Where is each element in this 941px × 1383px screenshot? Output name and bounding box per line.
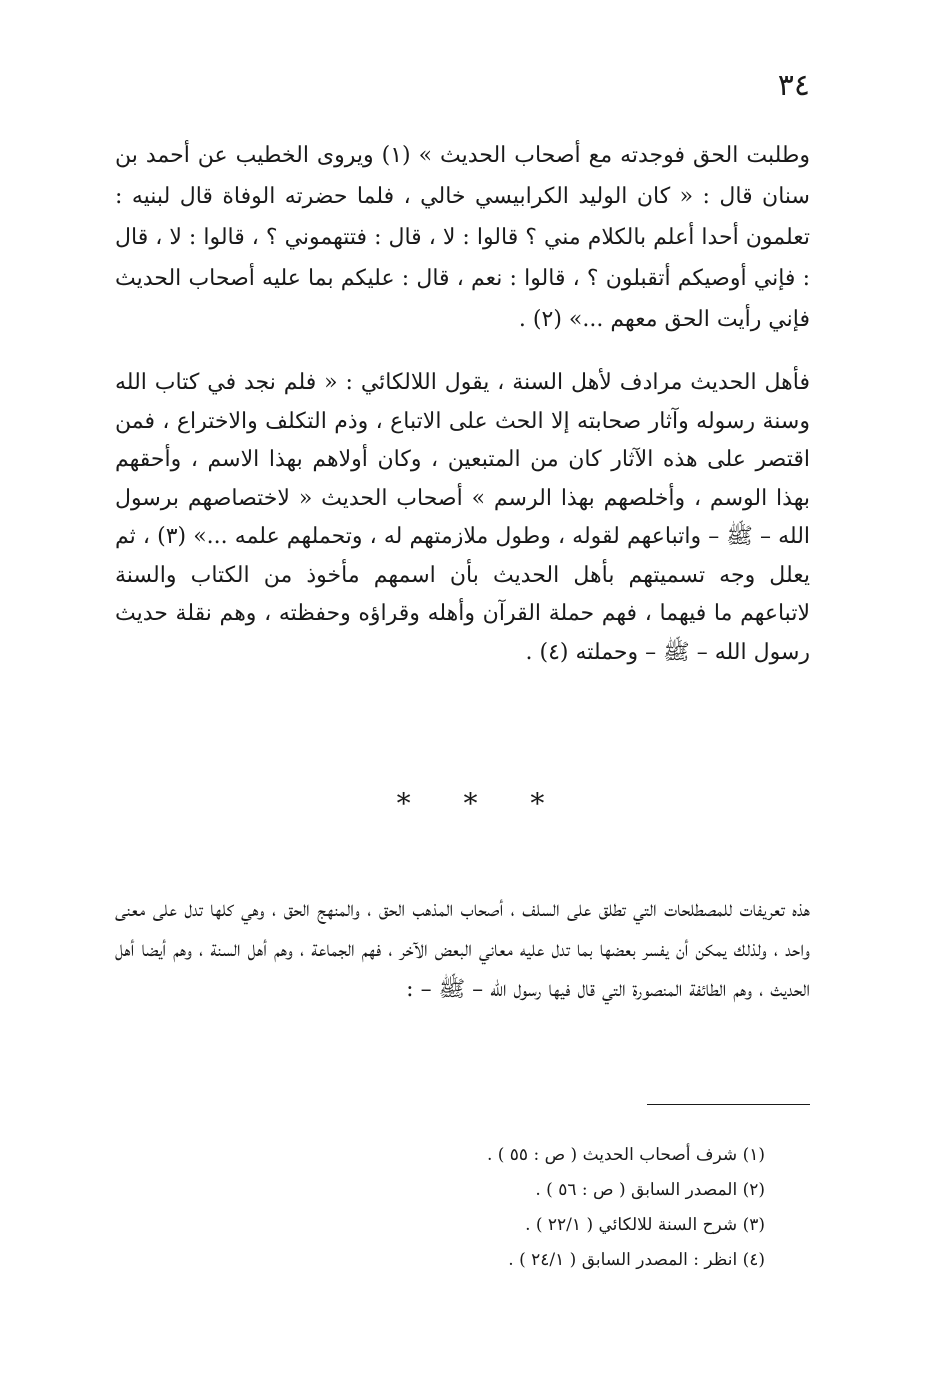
footnote-item: (٤) انظر : المصدر السابق ( ٢٤/١ ) . <box>508 1250 765 1270</box>
footnote-item: (١) شرف أصحاب الحديث ( ص : ٥٥ ) . <box>486 1145 765 1165</box>
paragraph-2 <box>115 364 810 672</box>
paragraph-text: وطلبت الحق فوجدته مع أصحاب الحديث » (١) ويروى الخطيب عن أحمد بن سنان قال : « كان الوليد الكرابيسي خالي ، فلما حضرته الوفاة قال لبنيه : تعلمون أحدا أعلم بالكلام مني ؟ قالوا : لا ، قال : فتتهموني ؟ ، قالوا : لا ، قال : فإني أوصيكم أتقبلون ؟ ، قالوا : نعم ، قال : عليكم بما عليه أصحاب الحديث فإني رأيت الحق معهم ...» (٢) . <box>115 143 810 332</box>
footnote-item: (٣) شرح السنة للالكائي ( ٢٢/١ ) . <box>525 1215 765 1235</box>
paragraph-text: هذه تعريفات للمصطلحات التي تطلق على السلف ، أصحاب المذهب الحق ، والمنهج الحق ، وهي كلها تدل على معنى واحد ، ولذلك يمكن أن يفسر بعضها بما تدل عليه معاني البعض الآخر ، فهم الجماعة ، وهم أهل السنة ، وهم أيضا أهل الحديث ، وهم الطائفة المنصورة التي قال فيها رسول الله – ﷺ – : <box>115 897 810 1002</box>
page-number: ٣٤ <box>777 68 810 103</box>
paragraph-text: فأهل الحديث مرادف لأهل السنة ، يقول اللالكائي : « فلم نجد في كتاب الله وسنة رسوله وآثار صحابته إلا الحث على الاتباع ، وذم التكلف والاختراع ، فمن اقتصر على هذه الآثار كان من المتبعين ، وكان أولاهم بهذا الاسم ، وأحقهم بهذا الوسم ، وأخلصهم بهذا الرسم » أصحاب الحديث « لاختصاصهم برسول الله – ﷺ – واتباعهم لقوله ، وطول ملازمتهم له ، وتحملهم علمه ...» (٣) ، ثم يعلل وجه تسميتهم بأهل الحديث بأن اسمهم مأخوذ من الكتاب والسنة لاتباعهم ما فيهما ، فهم حملة القرآن وأهله وقراؤه وحفظته ، وهم نقلة حديث رسول الله – ﷺ – وحملته (٤) . <box>115 370 811 665</box>
footnotes-list <box>405 1138 765 1278</box>
footnote-divider <box>647 1104 810 1105</box>
paragraph-3 <box>115 890 810 1010</box>
paragraph-1 <box>115 135 810 340</box>
section-separator: * * * <box>396 787 567 820</box>
footnote-item: (٢) المصدر السابق ( ص : ٥٦ ) . <box>535 1180 765 1200</box>
